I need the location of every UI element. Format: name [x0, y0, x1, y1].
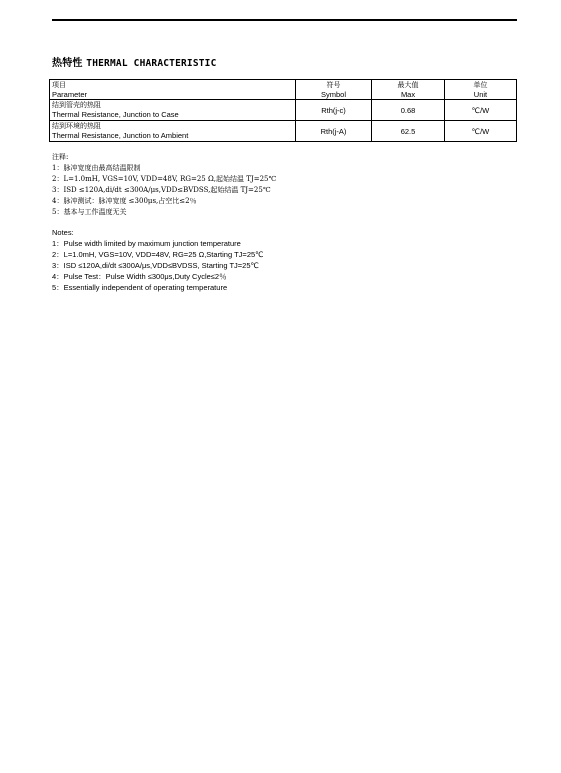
row-parameter-en: Thermal Resistance, Junction to Ambient — [52, 131, 189, 140]
row-symbol: Rth(j-A) — [295, 121, 371, 142]
header-max-en: Max — [400, 89, 416, 99]
header-unit — [444, 80, 516, 100]
row-unit: ℃/W — [444, 100, 516, 121]
header-unit-en: Unit — [473, 89, 488, 99]
notes-cn-heading: 注释: — [52, 153, 69, 161]
notes-en — [52, 227, 264, 293]
thermal-characteristic-table — [49, 79, 517, 142]
header-max — [372, 80, 445, 100]
header-symbol-en: Symbol — [321, 89, 347, 99]
row-parameter — [50, 100, 296, 121]
row-max: 0.68 — [372, 100, 445, 121]
notes-cn-item: 1：脉冲宽度由最高结温限制 — [52, 164, 141, 172]
notes-cn — [52, 152, 276, 218]
notes-en-item: 3：ISD ≤120A,di/dt ≤300A/μs,VDD≤BVDSS, Starting TJ=25℃ — [52, 261, 259, 270]
table-header-row — [50, 80, 517, 100]
header-parameter — [50, 80, 296, 100]
table-row — [50, 121, 517, 142]
header-max-cn: 最大值 — [397, 80, 419, 89]
table-row — [50, 100, 517, 121]
row-parameter — [50, 121, 296, 142]
notes-cn-item: 4：脉冲测试：脉冲宽度 ≤300μs,占空比≤2％ — [52, 197, 197, 205]
header-symbol-cn: 符号 — [326, 80, 341, 89]
notes-cn-item: 3：ISD ≤120A,di/dt ≤300A/μs,VDD≤BVDSS,起始结温 TJ=25℃ — [52, 186, 271, 194]
row-max: 62.5 — [372, 121, 445, 142]
notes-cn-item: 5：基本与工作温度无关 — [52, 208, 127, 216]
notes-cn-item: 2：L=1.0mH, VGS=10V, VDD=48V, RG=25 Ω,起始结温 TJ=25℃ — [52, 175, 277, 183]
row-parameter-en: Thermal Resistance, Junction to Case — [52, 110, 179, 119]
row-parameter-cn: 结到环境的热阻 — [52, 122, 101, 130]
header-parameter-cn: 项目 — [52, 80, 66, 89]
section-title-cn: 热特性 — [52, 58, 83, 69]
notes-en-heading: Notes: — [52, 228, 74, 237]
notes-en-item: 1：Pulse width limited by maximum junction temperature — [52, 239, 241, 248]
notes-en-item: 5：Essentially independent of operating temperature — [52, 283, 228, 292]
top-rule — [52, 19, 517, 21]
header-unit-cn: 单位 — [473, 80, 488, 89]
header-parameter-en: Parameter — [52, 89, 88, 99]
row-parameter-cn: 结到管壳的热阻 — [52, 101, 101, 109]
notes-en-item: 2：L=1.0mH, VGS=10V, VDD=48V, RG=25 Ω,Starting TJ=25℃ — [52, 250, 264, 259]
row-unit: ℃/W — [444, 121, 516, 142]
notes-en-item: 4：Pulse Test：Pulse Width ≤300μs,Duty Cycle≤2％ — [52, 272, 227, 281]
header-symbol — [295, 80, 371, 100]
row-symbol: Rth(j-c) — [295, 100, 371, 121]
section-title — [52, 54, 217, 69]
section-title-en: THERMAL CHARACTERISTIC — [86, 58, 217, 69]
